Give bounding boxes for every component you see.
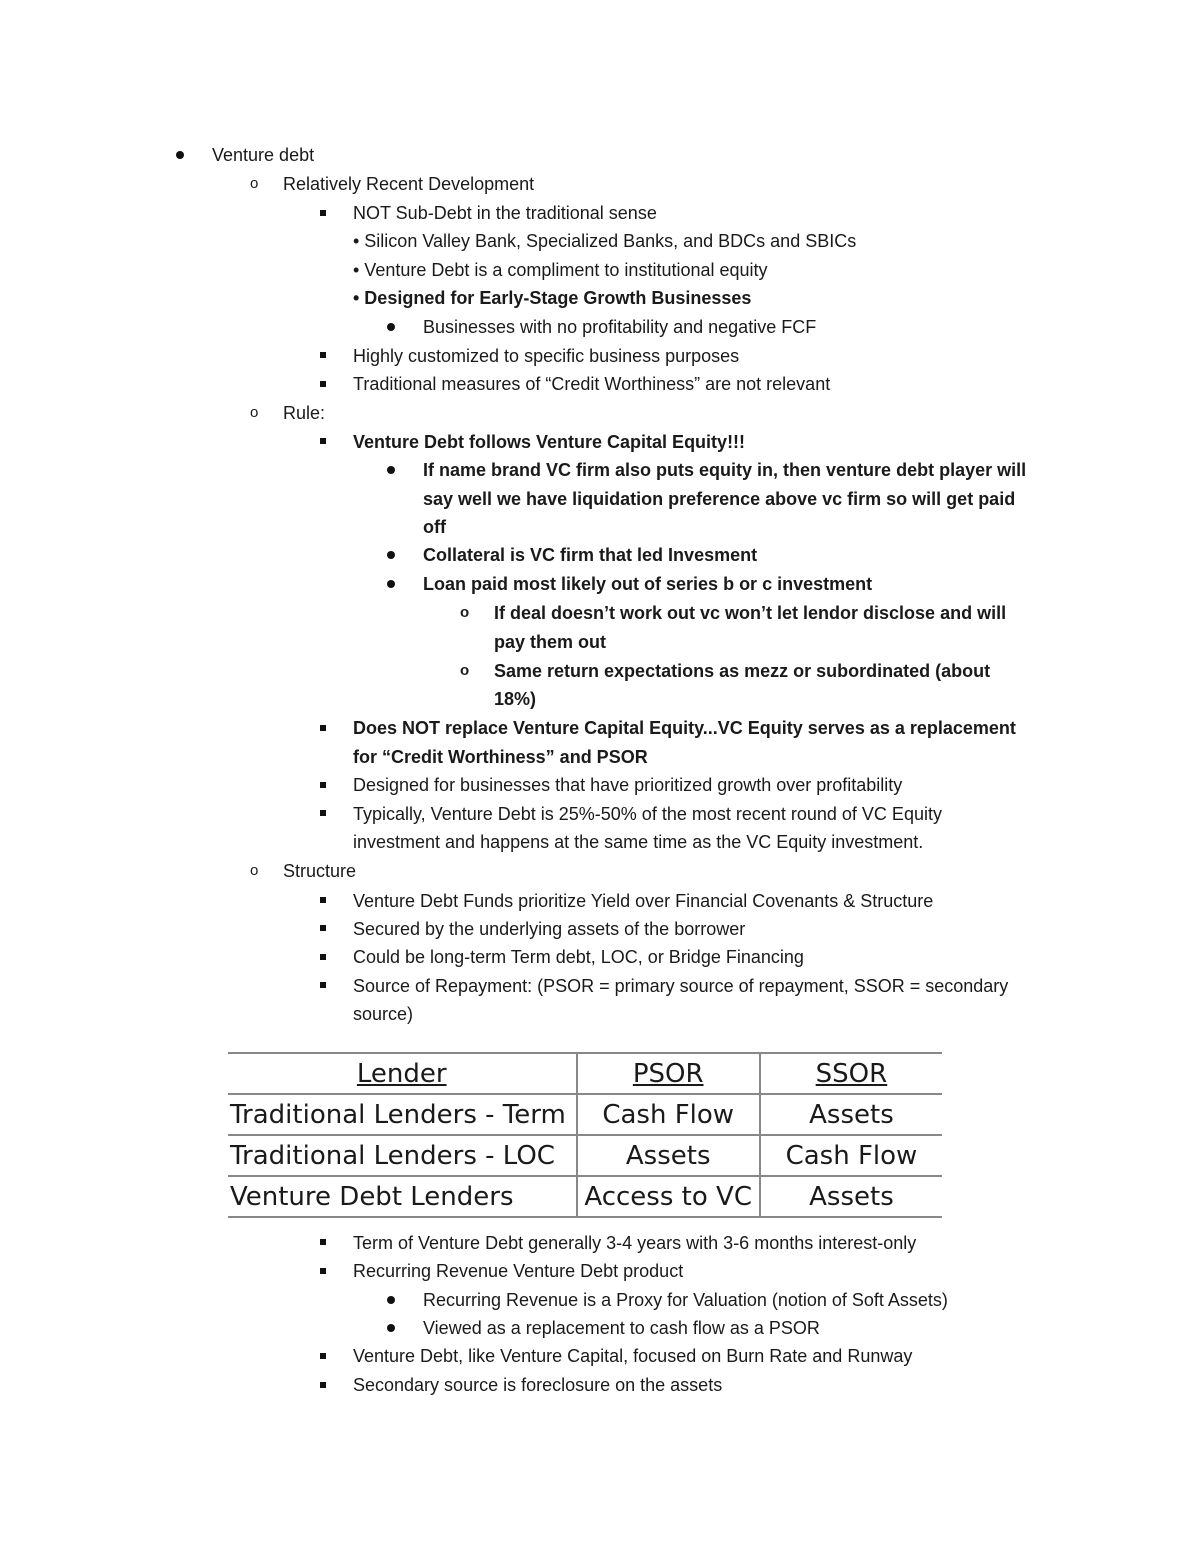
outline-item-not-replace-line1: Does NOT replace Venture Capital Equity...VC Equity serves as a replacement bbox=[353, 718, 1016, 738]
outline-item-burn-rate: Venture Debt, like Venture Capital, focused on Burn Rate and Runway bbox=[353, 1346, 913, 1366]
bullet-square-icon bbox=[320, 782, 326, 788]
table-cell-lender: Venture Debt Lenders bbox=[228, 1176, 577, 1217]
outline-item-not-replace-line2: for “Credit Worthiness” and PSOR bbox=[353, 747, 648, 767]
outline-item-silicon-valley: • Silicon Valley Bank, Specialized Banks, and BDCs and SBICs bbox=[353, 231, 857, 251]
table-cell-ssor: Cash Flow bbox=[760, 1135, 942, 1176]
bullet-dot-icon bbox=[176, 151, 184, 159]
outline-item-compliment: • Venture Debt is a compliment to institutional equity bbox=[353, 260, 768, 280]
outline-item-typically-line1: Typically, Venture Debt is 25%-50% of the most recent round of VC Equity bbox=[353, 804, 942, 824]
outline-item-typically-line2: investment and happens at the same time as the VC Equity investment. bbox=[353, 832, 924, 852]
bullet-square-icon bbox=[320, 982, 326, 988]
outline-item-recent-development: Relatively Recent Development bbox=[283, 174, 535, 194]
outline-item-name-brand-line1: If name brand VC firm also puts equity in, then venture debt player will bbox=[423, 460, 1027, 480]
outline-item-highly-customized: Highly customized to specific business purposes bbox=[353, 346, 740, 366]
bullet-square-icon bbox=[320, 1353, 326, 1359]
table-cell-ssor: Assets bbox=[760, 1094, 942, 1135]
outline-circle-marker-icon: o bbox=[250, 404, 259, 421]
bullet-square-icon bbox=[320, 897, 326, 903]
repayment-source-table bbox=[228, 1052, 942, 1218]
outline-item-structure: Structure bbox=[283, 861, 357, 881]
bullet-square-icon bbox=[320, 810, 326, 816]
table-cell-ssor: Assets bbox=[760, 1176, 942, 1217]
table-cell-lender: Traditional Lenders - LOC bbox=[228, 1135, 577, 1176]
table-cell-psor: Cash Flow bbox=[577, 1094, 760, 1135]
outline-item-long-term: Could be long-term Term debt, LOC, or Bridge Financing bbox=[353, 947, 804, 967]
outline-item-same-return-line1: Same return expectations as mezz or subordinated (about bbox=[494, 661, 991, 681]
table-cell-lender: Traditional Lenders - Term bbox=[228, 1094, 577, 1135]
bullet-dot-icon bbox=[387, 1296, 395, 1304]
outline-item-viewed: Viewed as a replacement to cash flow as a PSOR bbox=[423, 1318, 820, 1338]
bullet-dot-icon bbox=[387, 551, 395, 559]
bullet-dot-icon bbox=[387, 323, 395, 331]
outline-item-recurring-product: Recurring Revenue Venture Debt product bbox=[353, 1261, 684, 1281]
bullet-dot-icon bbox=[387, 580, 395, 588]
outline-item-early-stage: • Designed for Early-Stage Growth Businesses bbox=[353, 288, 752, 308]
outline-item-venture-debt: Venture debt bbox=[212, 145, 315, 165]
bullet-square-icon bbox=[320, 954, 326, 960]
outline-item-follows-vc-equity: Venture Debt follows Venture Capital Equity!!! bbox=[353, 432, 746, 452]
outline-item-loan-paid: Loan paid most likely out of series b or c investment bbox=[423, 574, 873, 594]
outline-item-term: Term of Venture Debt generally 3-4 years with 3-6 months interest-only bbox=[353, 1233, 917, 1253]
outline-item-rule: Rule: bbox=[283, 403, 326, 423]
bullet-square-icon bbox=[320, 1268, 326, 1274]
bullet-square-icon bbox=[320, 438, 326, 444]
outline-item-source-line1: Source of Repayment: (PSOR = primary source of repayment, SSOR = secondary bbox=[353, 976, 1009, 996]
table-row bbox=[228, 1135, 942, 1176]
outline-item-source-line2: source) bbox=[353, 1004, 414, 1024]
outline-item-proxy: Recurring Revenue is a Proxy for Valuation (notion of Soft Assets) bbox=[423, 1290, 948, 1310]
table-header-lender: Lender bbox=[228, 1053, 577, 1094]
outline-circle-marker-icon: o bbox=[250, 175, 259, 192]
bullet-square-icon bbox=[320, 1382, 326, 1388]
table-header-row bbox=[228, 1053, 942, 1094]
table-cell-psor: Assets bbox=[577, 1135, 760, 1176]
outline-item-name-brand-line2: say well we have liquidation preference above vc firm so will get paid bbox=[423, 489, 1016, 509]
outline-item-designed-growth: Designed for businesses that have prioritized growth over profitability bbox=[353, 775, 903, 795]
bullet-square-icon bbox=[320, 925, 326, 931]
table-row bbox=[228, 1094, 942, 1135]
outline-item-name-brand-line3: off bbox=[423, 517, 446, 537]
outline-item-secured: Secured by the underlying assets of the borrower bbox=[353, 919, 746, 939]
outline-item-no-profitability: Businesses with no profitability and negative FCF bbox=[423, 317, 817, 337]
outline-item-yield: Venture Debt Funds prioritize Yield over Financial Covenants & Structure bbox=[353, 891, 934, 911]
bullet-square-icon bbox=[320, 725, 326, 731]
bullet-square-icon bbox=[320, 210, 326, 216]
outline-item-not-subdebt: NOT Sub-Debt in the traditional sense bbox=[353, 203, 657, 223]
table-header-psor: PSOR bbox=[577, 1053, 760, 1094]
bullet-square-icon bbox=[320, 352, 326, 358]
outline-item-deal-line1: If deal doesn’t work out vc won’t let lendor disclose and will bbox=[494, 603, 1007, 623]
bullet-dot-icon bbox=[387, 466, 395, 474]
outline-item-foreclosure: Secondary source is foreclosure on the assets bbox=[353, 1375, 723, 1395]
outline-circle-marker-icon: o bbox=[460, 662, 470, 679]
outline-item-traditional-measures: Traditional measures of “Credit Worthiness” are not relevant bbox=[353, 374, 831, 394]
table-row bbox=[228, 1176, 942, 1217]
bullet-dot-icon bbox=[387, 1324, 395, 1332]
outline-item-collateral: Collateral is VC firm that led Invesment bbox=[423, 545, 758, 565]
bullet-square-icon bbox=[320, 381, 326, 387]
table-cell-psor: Access to VC bbox=[577, 1176, 760, 1217]
outline-item-deal-line2: pay them out bbox=[494, 632, 607, 652]
bullet-square-icon bbox=[320, 1239, 326, 1245]
outline-item-same-return-line2: 18%) bbox=[494, 689, 537, 709]
outline-circle-marker-icon: o bbox=[460, 604, 470, 621]
table-header-ssor: SSOR bbox=[760, 1053, 942, 1094]
outline-circle-marker-icon: o bbox=[250, 862, 259, 879]
